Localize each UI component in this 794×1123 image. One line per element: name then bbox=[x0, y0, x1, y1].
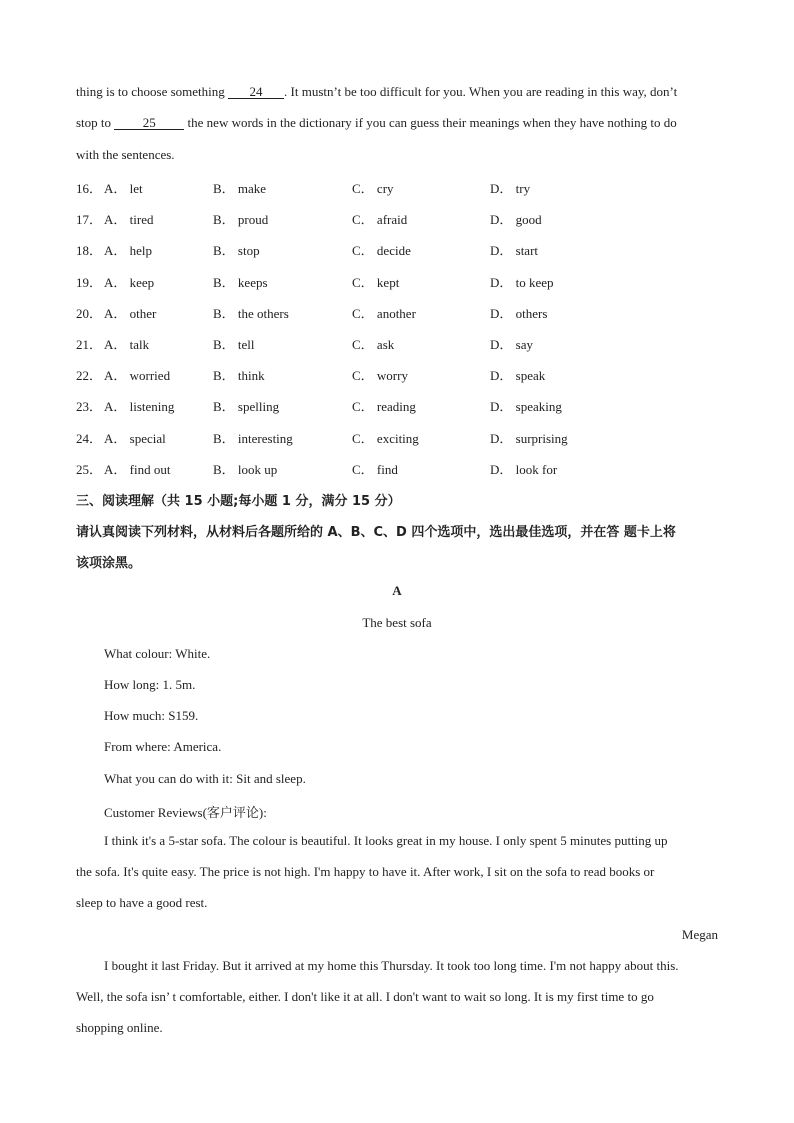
option-d: D． to keep bbox=[490, 275, 554, 290]
option-c: C． kept bbox=[352, 275, 400, 290]
option-c: C． another bbox=[352, 306, 416, 321]
passage-text: thing is to choose something bbox=[76, 84, 225, 99]
option-a: A． let bbox=[104, 181, 143, 196]
review-line: I bought it last Friday. But it arrived at my home this Thursday. It took too long time. I'm not happy about this. bbox=[104, 958, 679, 973]
option-b: B． think bbox=[213, 368, 265, 383]
option-d: D． speaking bbox=[490, 399, 562, 414]
option-c: C． exciting bbox=[352, 431, 419, 446]
option-d: D． try bbox=[490, 181, 531, 196]
option-c: C． reading bbox=[352, 399, 416, 414]
reviews-heading: Customer Reviews(客户评论): bbox=[104, 805, 267, 820]
question-23 bbox=[76, 396, 718, 416]
option-c: C． worry bbox=[352, 368, 408, 383]
option-b: B． look up bbox=[213, 462, 278, 477]
blank-25: 25 bbox=[114, 116, 184, 130]
review-line: I think it's a 5-star sofa. The colour is beautiful. It looks great in my house. I only spent 5 minutes putting up bbox=[104, 833, 668, 848]
fact-line: From where: America. bbox=[104, 739, 222, 754]
review-line: sleep to have a good rest. bbox=[76, 895, 208, 910]
question-number: 25． bbox=[76, 462, 103, 477]
question-number: 18． bbox=[76, 243, 103, 258]
section-title: 三、阅读理解（共 15 小题;每小题 1 分，满分 15 分） bbox=[76, 494, 401, 509]
passage-title: The best sofa bbox=[362, 615, 432, 630]
question-number: 23． bbox=[76, 399, 103, 414]
option-a: A． help bbox=[104, 243, 153, 258]
option-a: A． worried bbox=[104, 368, 171, 383]
question-number: 24． bbox=[76, 431, 103, 446]
passage-line-2 bbox=[76, 115, 677, 131]
question-number: 16． bbox=[76, 181, 103, 196]
option-a: A． keep bbox=[104, 275, 155, 290]
question-19 bbox=[76, 272, 718, 292]
option-a: A． talk bbox=[104, 337, 150, 352]
passage-line-3: with the sentences. bbox=[76, 147, 175, 162]
question-17 bbox=[76, 209, 718, 229]
question-24 bbox=[76, 428, 718, 448]
section-instructions: 该项涂黑。 bbox=[76, 556, 142, 571]
fact-line: How long: 1. 5m. bbox=[104, 677, 196, 692]
option-b: B． proud bbox=[213, 212, 269, 227]
option-c: C． ask bbox=[352, 337, 395, 352]
option-d: D． say bbox=[490, 337, 533, 352]
option-c: C． find bbox=[352, 462, 398, 477]
review-line: Well, the sofa isn’ t comfortable, either. I don't like it at all. I don't want to wait so long. It is my first time to go bbox=[76, 989, 654, 1004]
passage-text: stop to bbox=[76, 115, 112, 130]
passage-line-1 bbox=[76, 84, 677, 100]
option-a: A． listening bbox=[104, 399, 175, 414]
option-a: A． find out bbox=[104, 462, 171, 477]
option-b: B． stop bbox=[213, 243, 260, 258]
review-line: shopping online. bbox=[76, 1020, 163, 1035]
question-21 bbox=[76, 334, 718, 354]
question-16 bbox=[76, 178, 718, 198]
question-number: 21． bbox=[76, 337, 103, 352]
fact-line: What colour: White. bbox=[104, 646, 211, 661]
option-d: D． speak bbox=[490, 368, 546, 383]
option-c: C． cry bbox=[352, 181, 394, 196]
fact-line: How much: S159. bbox=[104, 708, 199, 723]
question-number: 19． bbox=[76, 275, 103, 290]
passage-label: A bbox=[392, 583, 402, 598]
option-d: D． start bbox=[490, 243, 539, 258]
review-line: the sofa. It's quite easy. The price is not high. I'm happy to have it. After work, I sit on the sofa to read books or bbox=[76, 864, 655, 879]
option-a: A． tired bbox=[104, 212, 154, 227]
option-b: B． the others bbox=[213, 306, 289, 321]
option-b: B． make bbox=[213, 181, 267, 196]
option-d: D． others bbox=[490, 306, 548, 321]
fact-line: What you can do with it: Sit and sleep. bbox=[104, 771, 306, 786]
blank-24: 24 bbox=[228, 85, 284, 99]
question-18 bbox=[76, 240, 718, 260]
option-d: D． look for bbox=[490, 462, 558, 477]
review-author: Megan bbox=[681, 927, 718, 942]
section-instructions: 请认真阅读下列材料，从材料后各题所给的 A、B、C、D 四个选项中，选出最佳选项，并在答 题卡上将 bbox=[76, 525, 676, 540]
option-c: C． afraid bbox=[352, 212, 408, 227]
question-20 bbox=[76, 303, 718, 323]
passage-text: . It mustn’t be too difficult for you. When you are reading in this way, don’t bbox=[284, 84, 678, 99]
option-c: C． decide bbox=[352, 243, 411, 258]
option-b: B． tell bbox=[213, 337, 255, 352]
question-22 bbox=[76, 365, 718, 385]
option-a: A． other bbox=[104, 306, 157, 321]
option-b: B． keeps bbox=[213, 275, 268, 290]
question-number: 17． bbox=[76, 212, 103, 227]
option-a: A． special bbox=[104, 431, 166, 446]
option-d: D． good bbox=[490, 212, 542, 227]
question-number: 20． bbox=[76, 306, 103, 321]
passage-text: the new words in the dictionary if you can guess their meanings when they have nothing to do bbox=[187, 115, 677, 130]
question-25 bbox=[76, 459, 718, 479]
option-b: B． interesting bbox=[213, 431, 293, 446]
option-d: D． surprising bbox=[490, 431, 568, 446]
question-number: 22． bbox=[76, 368, 103, 383]
option-b: B． spelling bbox=[213, 399, 280, 414]
